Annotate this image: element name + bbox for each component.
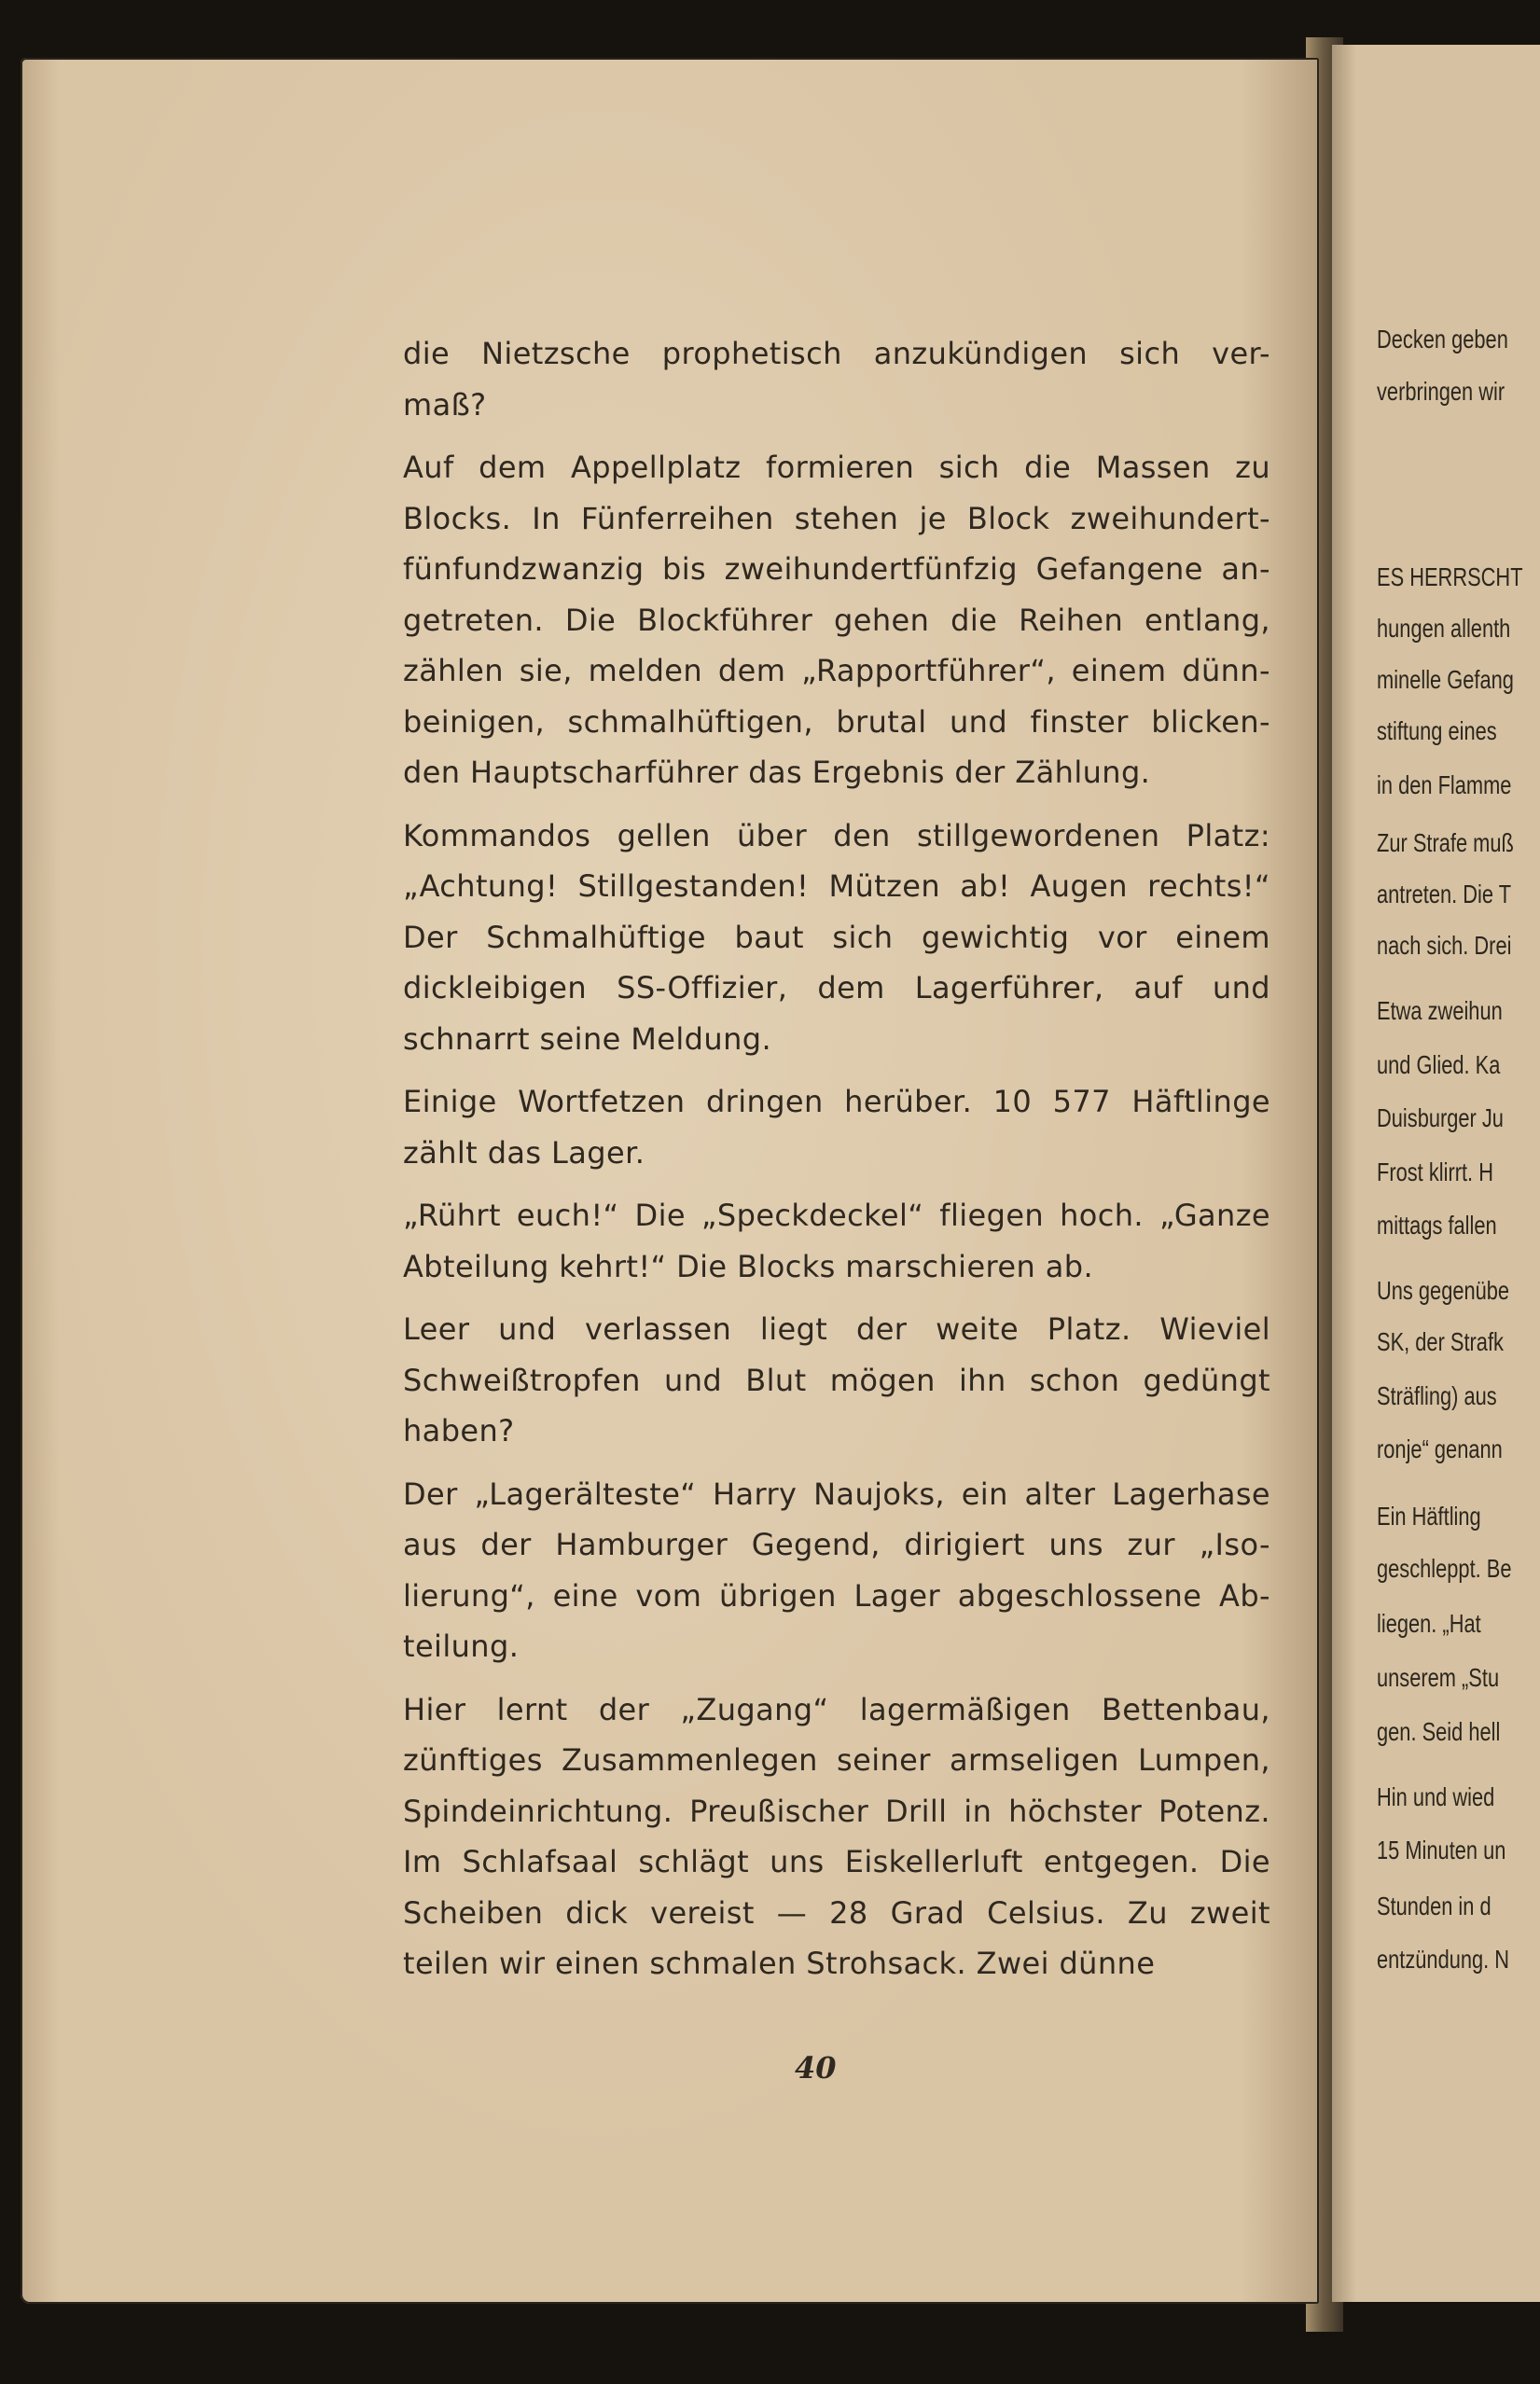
text-line: maß? [403,386,487,423]
paragraph [403,1304,1270,1457]
text-line: teilung. [403,1629,520,1664]
right-page-fragment: 15 Minuten un [1377,1836,1506,1864]
text-line: schnarrt seine Meldung. [403,1020,772,1057]
text-line: Leer und verlassen liegt der weite Platz. Wieviel [403,1311,1270,1347]
paragraph [403,328,1270,430]
text-line: getreten. Die Blockführer gehen die Reihen entlang, [403,602,1270,638]
text-line: Der „Lagerälteste“ Harry Naujoks, ein alter Lagerhase [403,1476,1270,1512]
left-page [21,58,1319,2304]
right-page-fragment: Uns gegenübe [1377,1276,1510,1305]
page-number: 40 [795,2050,837,2086]
right-page-fragment: mittags fallen [1377,1211,1497,1240]
text-line: die Nietzsche prophetisch anzukündigen sich ver- [403,336,1270,371]
text-line: zählen sie, melden dem „Rapportführer“, einem dünn- [403,653,1270,688]
right-page-fragment: ES HERRSCHT [1377,562,1523,591]
right-page-fragment: entzündung. N [1377,1945,1510,1974]
paragraph [403,1684,1270,1989]
right-page-fragment: nach sich. Drei [1377,931,1512,960]
right-page-fragment: Zur Strafe muß [1377,828,1514,857]
paragraph [403,811,1270,1065]
right-page-fragment: Etwa zweihun [1377,996,1503,1025]
right-page-fragment: Frost klirrt. H [1377,1157,1493,1186]
right-page-fragment: verbringen wir [1377,377,1505,406]
text-line: zünftiges Zusammenlegen seiner armseligen Lumpen, [403,1742,1270,1778]
right-page-fragment: und Glied. Ka [1377,1050,1501,1079]
text-line: Spindeinrichtung. Preußischer Drill in höchster Potenz. [403,1793,1270,1829]
text-line: teilen wir einen schmalen Strohsack. Zwei dünne [403,1946,1156,1981]
right-page-fragment: Duisburger Ju [1377,1103,1504,1132]
text-line: lierung“, eine vom übrigen Lager abgeschlossene Ab- [403,1577,1270,1614]
right-page-fragment: Decken geben [1377,325,1508,353]
right-page-fragment: Stunden in d [1377,1892,1491,1920]
text-line: Schweißtropfen und Blut mögen ihn schon gedüngt [403,1362,1270,1398]
right-page [1332,45,1540,2302]
right-page-fragment: Sträfling) aus [1377,1381,1497,1410]
text-line: Der Schmalhüftige baut sich gewichtig vor einem [403,919,1270,955]
left-page-body [403,328,1270,2002]
right-page-fragment: minelle Gefang [1377,665,1514,694]
text-line: aus der Hamburger Gegend, dirigiert uns zur „Iso- [403,1527,1270,1562]
right-page-fragment: liegen. „Hat [1377,1609,1481,1638]
text-line: Auf dem Appellplatz formieren sich die Massen zu [403,450,1270,485]
right-page-fragment: gen. Seid hell [1377,1717,1501,1746]
paragraph [403,1076,1270,1178]
right-page-fragment: ronje“ genann [1377,1435,1503,1463]
text-line: Blocks. In Fünferreihen stehen je Block zweihundert- [403,500,1270,536]
right-page-fragment: SK, der Strafk [1377,1327,1504,1356]
text-line: Kommandos gellen über den stillgewordenen Platz: [403,817,1270,853]
right-page-fragment: hungen allenth [1377,614,1511,643]
right-page-fragment: unserem „Stu [1377,1663,1500,1692]
text-line: Hier lernt der „Zugang“ lagermäßigen Bettenbau, [403,1691,1270,1727]
text-line: Abteilung kehrt!“ Die Blocks marschieren ab. [403,1248,1094,1284]
text-line: den Hauptscharführer das Ergebnis der Zählung. [403,755,1151,790]
text-line: „Rührt euch!“ Die „Speckdeckel“ fliegen hoch. „Ganze [403,1198,1270,1233]
text-line: Einige Wortfetzen dringen herüber. 10 577 Häftlinge [403,1084,1270,1119]
right-page-fragment: geschleppt. Be [1377,1554,1512,1583]
right-page-fragment: in den Flamme [1377,770,1512,799]
text-line: Scheiben dick vereist — 28 Grad Celsius. Zu zweit [403,1894,1270,1931]
right-page-fragment: antreten. Die T [1377,880,1512,908]
right-page-fragment: stiftung eines [1377,716,1497,745]
text-line: fünfundzwanzig bis zweihundertfünfzig Gefangene an- [403,551,1270,587]
right-page-fragment: Hin und wied [1377,1782,1495,1811]
text-line: beinigen, schmalhüftigen, brutal und finster blicken- [403,703,1270,740]
text-line: zählt das Lager. [403,1134,645,1171]
text-line: dickleibigen SS-Offizier, dem Lagerführer, auf und [403,970,1270,1005]
text-line: Im Schlafsaal schlägt uns Eiskellerluft entgegen. Die [403,1844,1270,1879]
paragraph [403,442,1270,798]
text-line: „Achtung! Stillgestanden! Mützen ab! Augen rechts!“ [403,868,1270,904]
text-line: haben? [403,1413,515,1448]
right-page-fragment: Ein Häftling [1377,1502,1481,1531]
paragraph [403,1469,1270,1672]
paragraph [403,1190,1270,1292]
